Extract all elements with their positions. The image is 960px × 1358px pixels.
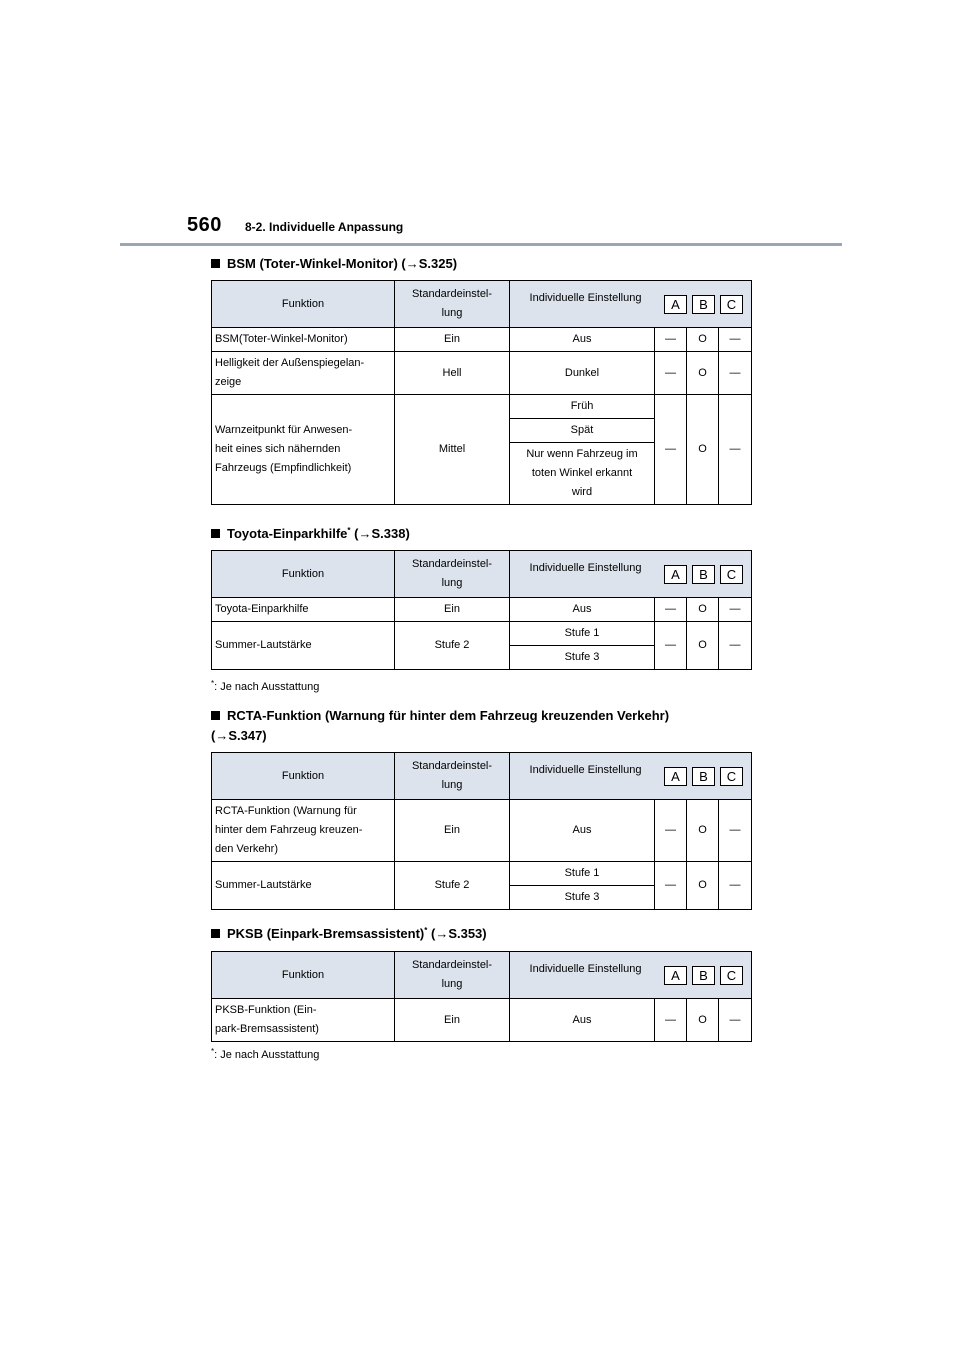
method-c-icon: C [720,767,743,786]
table-row: Stufe 3 [212,646,752,670]
table-row: RCTA-Funktion (Warnung für hinter dem Fahrzeug kreuzen- den Verkehr) Ein Aus — O — [212,800,752,862]
table-header-row [212,753,752,800]
col-header-funktion: Funktion [212,551,395,598]
method-b-icon: B [692,767,715,786]
square-bullet-icon [211,711,220,720]
method-b-icon: B [692,295,715,314]
col-header-funktion: Funktion [212,281,395,328]
col-header-standard: Standardeinstel- lung [395,952,510,999]
chapter-title: 8-2. Individuelle Anpassung [245,220,404,234]
page-number: 560 [187,214,222,236]
col-header-standard: Standardeinstel- lung [395,753,510,800]
method-b-icon: B [692,966,715,985]
table-row: Summer-Lautstärke Stufe 2 Stufe 1 — O — [212,622,752,646]
method-c-icon: C [720,295,743,314]
col-header-standard: Standardeinstel- lung [395,281,510,328]
table-row: PKSB-Funktion (Ein- park-Bremsassistent) Ein Aus — O — [212,999,752,1042]
table-row: Nur wenn Fahrzeug im toten Winkel erkannt wird [212,443,752,505]
table-row: Helligkeit der Außenspiegelan- zeige Hell Dunkel — O — [212,352,752,395]
method-a-icon: A [664,767,687,786]
method-a-icon: A [664,295,687,314]
method-b-icon: B [692,565,715,584]
table-einparkhilfe [211,550,752,670]
square-bullet-icon [211,259,220,268]
method-c-icon: C [720,966,743,985]
footnote: *: Je nach Ausstattung [211,1047,320,1061]
col-header-individual: Individuelle Einstellung A B C [510,753,752,800]
section-heading-rcta: RCTA-Funktion (Warnung für hinter dem Fahrzeug kreuzenden Verkehr) (→S.347) [211,708,670,743]
col-header-standard: Standardeinstel- lung [395,551,510,598]
table-row: Summer-Lautstärke Stufe 2 Stufe 1 — O — [212,862,752,886]
table-bsm [211,280,752,505]
method-c-icon: C [720,565,743,584]
section-heading-bsm [211,254,771,274]
table-row: Warnzeitpunkt für Anwesen- heit eines sich nähernden Fahrzeugs (Empfindlichkeit) Mittel Früh — O — [212,395,752,419]
table-pksb [211,951,752,1042]
table-rcta [211,752,752,910]
section-heading-einparkhilfe: Toyota-Einparkhilfe* (→S.338) [211,524,771,544]
col-header-individual: Individuelle Einstellung A B C [510,281,752,328]
table-row: Toyota-Einparkhilfe Ein Aus — O — [212,598,752,622]
square-bullet-icon [211,529,220,538]
section-heading-pksb: PKSB (Einpark-Bremsassistent)* (→S.353) [211,924,771,944]
col-header-individual: Individuelle Einstellung A B C [510,551,752,598]
col-header-individual: Individuelle Einstellung A B C [510,952,752,999]
section-title: BSM (Toter-Winkel-Monitor) (→S.325) [227,256,458,271]
table-header-row [212,551,752,598]
method-a-icon: A [664,565,687,584]
method-a-icon: A [664,966,687,985]
col-header-funktion: Funktion [212,952,395,999]
square-bullet-icon [211,929,220,938]
table-row: Spät [212,419,752,443]
table-header-row [212,281,752,328]
table-row: BSM(Toter-Winkel-Monitor) Ein Aus — O — [212,328,752,352]
table-header-row [212,952,752,999]
table-row: Stufe 3 [212,886,752,910]
footnote: *: Je nach Ausstattung [211,679,320,693]
header-divider [120,243,842,246]
col-header-funktion: Funktion [212,753,395,800]
